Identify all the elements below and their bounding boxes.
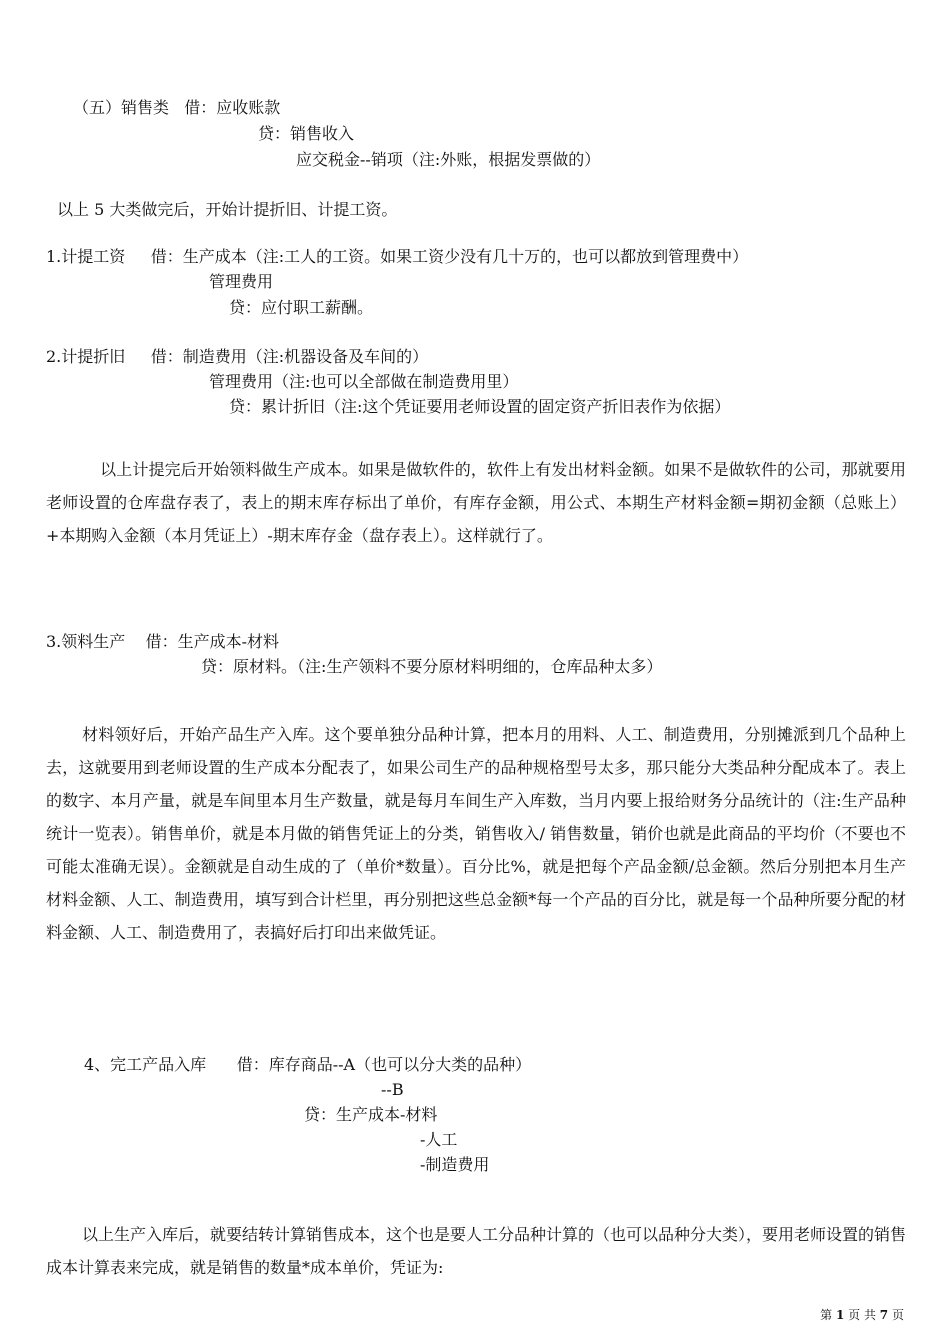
item4-debit-line: 4、完工产品入库 借：库存商品--A（也可以分大类的品种） <box>84 1055 532 1074</box>
footer-suffix: 页 <box>891 1308 904 1322</box>
item3-credit-line: 贷：原材料。（注:生产领料不要分原材料明细的，仓库品种太多） <box>201 657 663 676</box>
intro-line: 以上 5 大类做完后，开始计提折旧、计提工资。 <box>57 200 398 219</box>
item3-debit-line: 3.领料生产 借：生产成本-材料 <box>46 632 280 651</box>
item2-debit-line: 2.计提折旧 借：制造费用（注:机器设备及车间的） <box>46 347 429 366</box>
item4-debit-b-line: --B <box>381 1080 404 1099</box>
section5-credit-line: 贷：销售收入 <box>258 124 355 143</box>
paragraph-sales-cost-text: 以上生产入库后，就要结转计算销售成本，这个也是要人工分品种计算的（也可以品种分大类），要用老师设置的销售成本计算表来完成，就是销售的数量*成本单价，凭证为: <box>46 1225 907 1277</box>
page-footer <box>820 1306 904 1324</box>
section5-debit-line: （五）销售类 借：应收账款 <box>73 98 281 117</box>
item1-credit-line: 贷：应付职工薪酬。 <box>229 298 374 317</box>
paragraph-production <box>46 718 906 949</box>
item2-credit-line: 贷：累计折旧（注:这个凭证要用老师设置的固定资产折旧表作为依据） <box>229 397 731 416</box>
footer-total-pages: 7 <box>879 1308 889 1322</box>
item2-admin-line: 管理费用（注:也可以全部做在制造费用里） <box>209 372 519 391</box>
item4-credit-overhead-line: -制造费用 <box>420 1155 490 1174</box>
footer-page-number: 1 <box>835 1308 845 1322</box>
section5-tax-line: 应交税金--销项（注:外账，根据发票做的） <box>296 150 601 169</box>
paragraph-materials <box>46 453 906 552</box>
item1-debit-line: 1.计提工资 借：生产成本（注:工人的工资。如果工资少没有几十万的，也可以都放到管理费中） <box>46 247 749 266</box>
footer-prefix: 第 <box>820 1308 833 1322</box>
paragraph-materials-text: 以上计提完后开始领料做生产成本。如果是做软件的，软件上有发出材料金额。如果不是做软件的公司，那就要用老师设置的仓库盘存表了，表上的期末库存标出了单价，有库存金额，用公式、本期生产材料金额=期初金额（总账上）+本期购入金额（本月凭证上）-期末库存金（盘存表上）。这样就行了。 <box>46 460 906 545</box>
paragraph-production-text: 材料领好后，开始产品生产入库。这个要单独分品种计算，把本月的用料、人工、制造费用，分别摊派到几个品种上去，这就要用到老师设置的生产成本分配表了，如果公司生产的品种规格型号太多，那只能分大类品种分配成本了。表上的数字、本月产量，就是车间里本月生产数量，就是每月车间生产入库数，当月内要上报给财务分品统计的（注:生产品种统计一览表）。销售单价，就是本月做的销售凭证上的分类，销售收入/ 销售数量，销价也就是此商品的平均价（不要也不可能太准确无误）。金额就是自动生成的了（单价*数量）。百分比%，就是把每个产品金额/总金额。然后分别把本月生产材料金额、人工、制造费用，填写到合计栏里，再分别把这些总金额*每一个产品的百分比，就是每一个品种所要分配的材料金额、人工、制造费用了，表搞好后打印出来做凭证。 <box>46 725 906 942</box>
item4-credit-line: 贷：生产成本-材料 <box>304 1105 438 1124</box>
paragraph-sales-cost <box>46 1218 906 1284</box>
item4-credit-labor-line: -人工 <box>420 1130 458 1149</box>
footer-middle: 页 共 <box>848 1308 876 1322</box>
item1-admin-line: 管理费用 <box>209 272 274 291</box>
